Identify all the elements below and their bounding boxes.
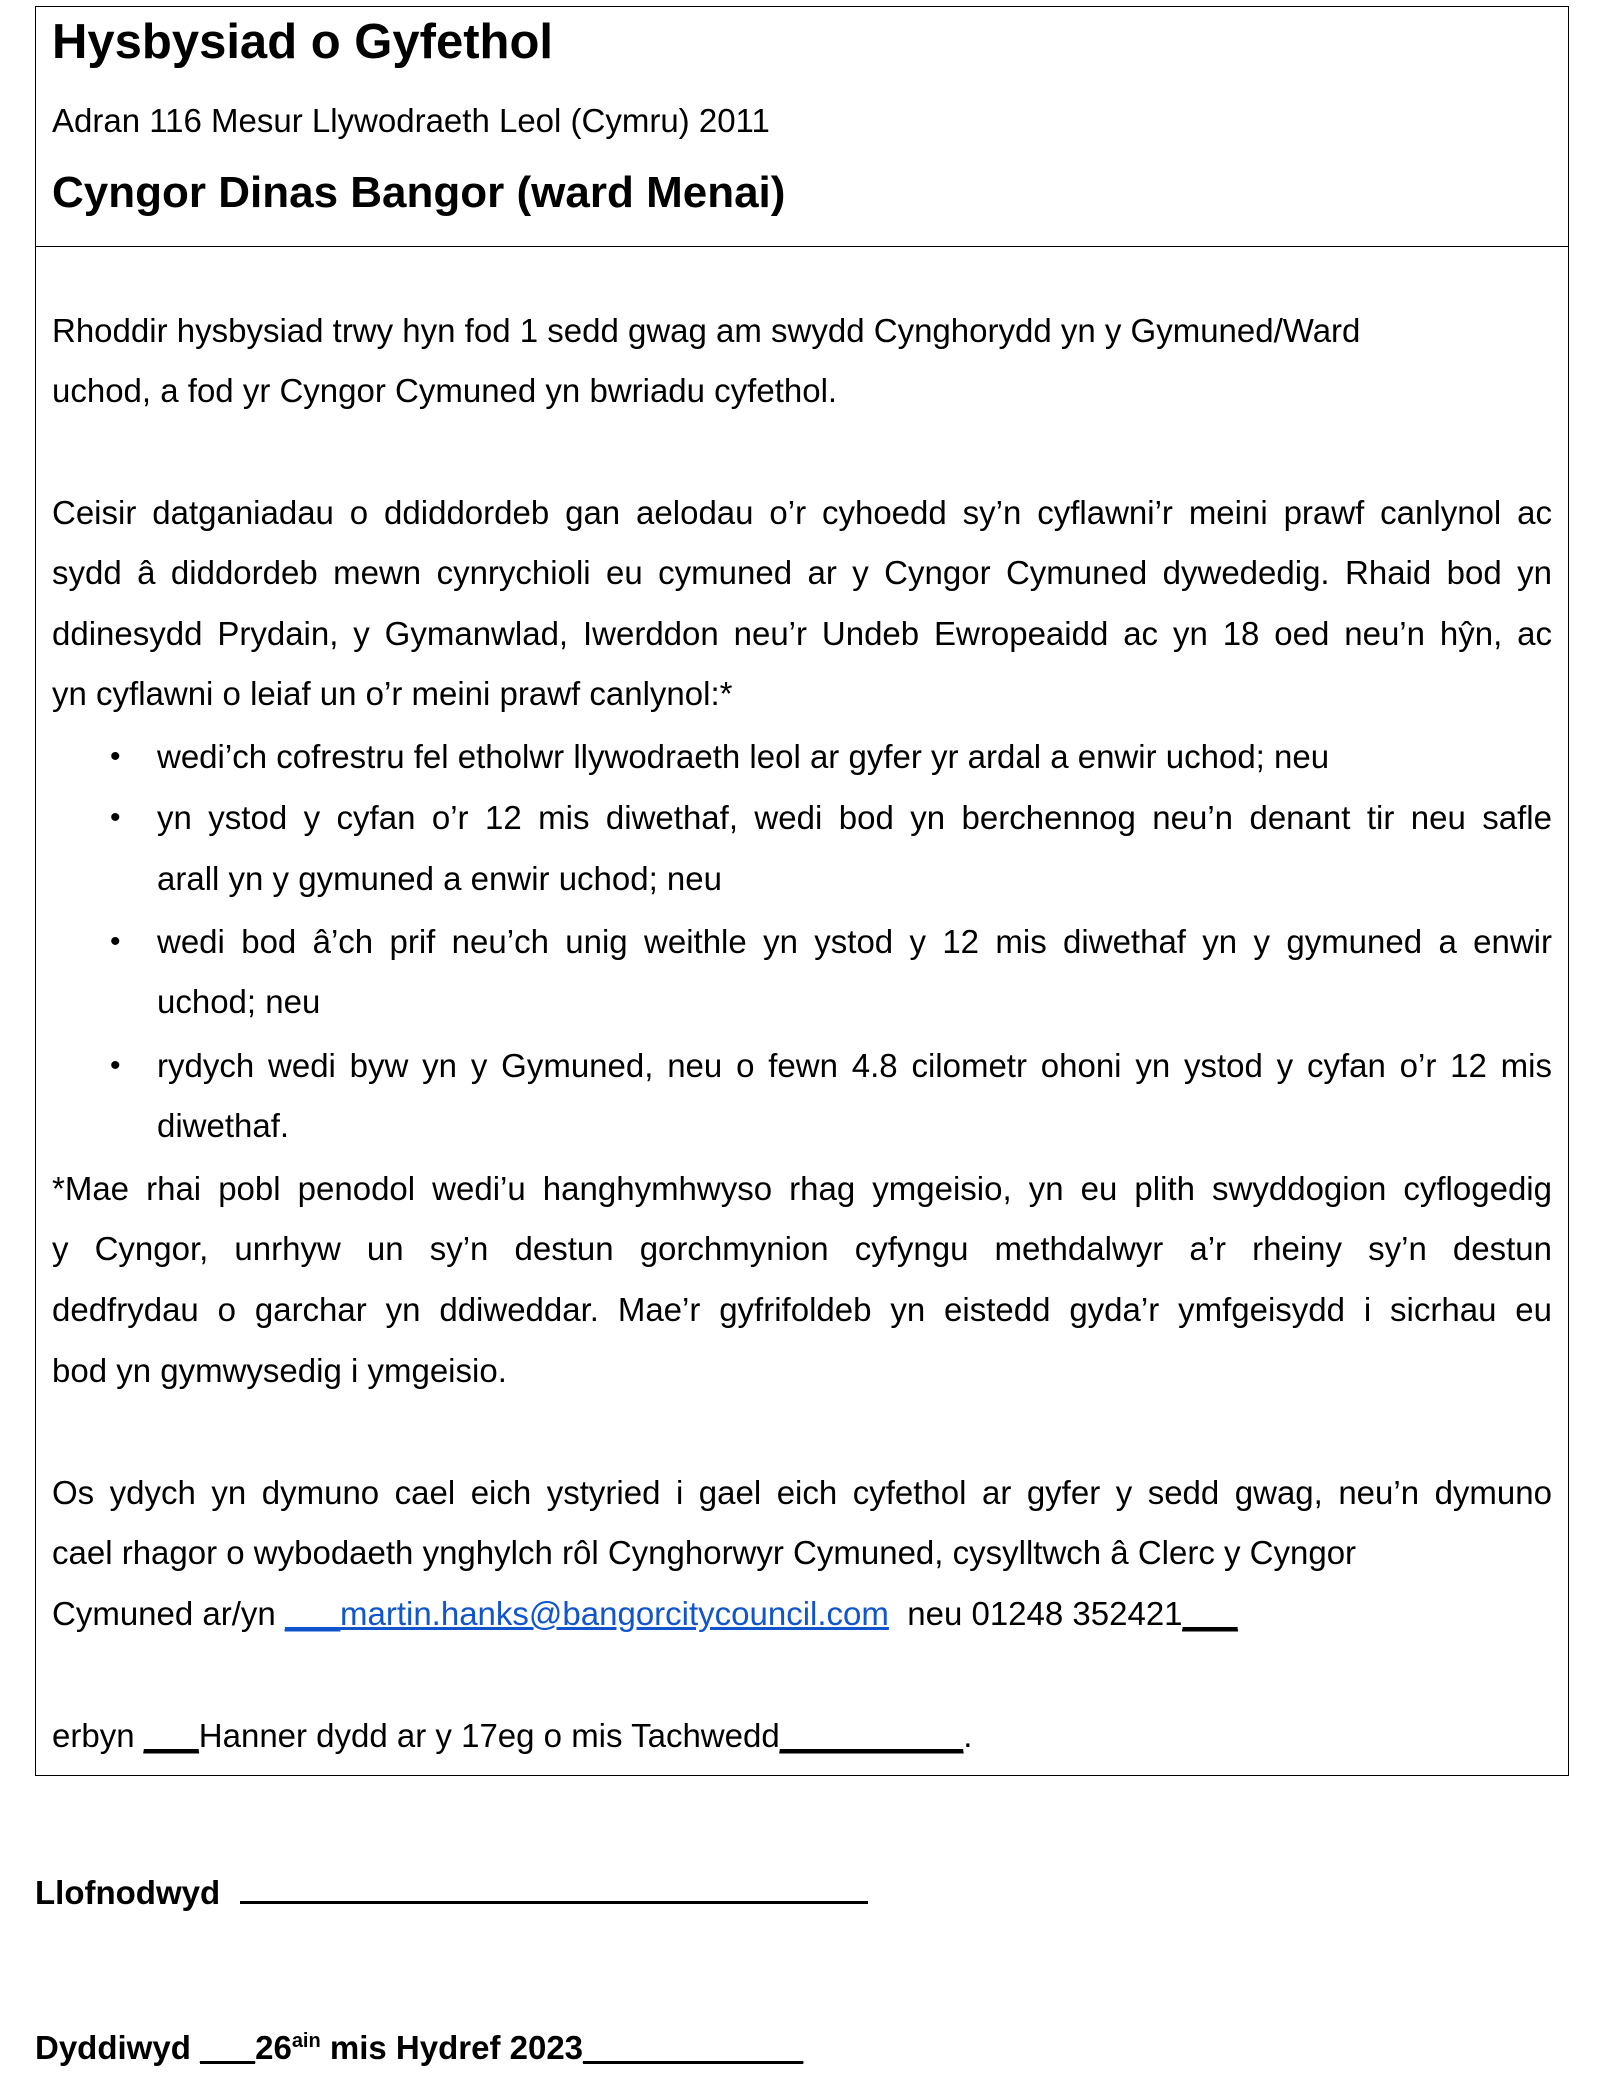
date-month-year: mis Hydref 2023 <box>320 2029 584 2066</box>
para1-line: uchod, a fod yr Cyngor Cymuned yn bwriadu cyfethol. <box>52 372 838 409</box>
contact-line: Os ydych yn dymuno cael eich ystyried i gael eich cyfethol ar gyfer y sedd gwag, neu’n dymuno <box>52 1474 1552 1511</box>
date-suffix: ain <box>291 2030 321 2052</box>
bullet-point: • <box>110 801 121 834</box>
bullet-point: • <box>110 740 121 773</box>
contact-line <box>52 1584 1238 1644</box>
deadline-line <box>52 1706 972 1766</box>
footnote-line: dedfrydau o garchar yn ddiweddar. Mae’r gyfrifoldeb yn eistedd gyda’r ymfgeisydd i sicrhau eu <box>52 1291 1552 1328</box>
deadline-text: Hanner dydd ar y 17eg o mis Tachwedd <box>198 1717 780 1754</box>
para2-line: Ceisir datganiadau o ddiddordeb gan aelodau o’r cyhoedd sy’n cyflawni’r meini prawf canlynol ac <box>52 494 1552 531</box>
legal-reference: Adran 116 Mesur Llywodraeth Leol (Cymru) 2011 <box>52 102 770 139</box>
footnote-line: *Mae rhai pobl penodol wedi’u hanghymhwyso rhag ymgeisio, yn eu plith swyddogion cyflogedig <box>52 1170 1552 1207</box>
phone-blank: ___ <box>1182 1595 1238 1632</box>
para1-line: Rhoddir hysbysiad trwy hyn fod 1 sedd gwag am swydd Cynghorydd yn y Gymuned/Ward <box>52 312 1361 349</box>
council-name: Cyngor Dinas Bangor (ward Menai) <box>52 168 786 217</box>
criteria-item: wedi’ch cofrestru fel etholwr llywodraeth leol ar gyfer yr ardal a enwir uchod; neu <box>157 738 1330 775</box>
criteria-item-continued: arall yn y gymuned a enwir uchod; neu <box>157 860 722 897</box>
criteria-item: yn ystod y cyfan o’r 12 mis diwethaf, wedi bod yn berchennog neu’n denant tir neu safle <box>157 799 1552 836</box>
bullet-point: • <box>110 1049 121 1082</box>
deadline-blank: ___ <box>143 1717 199 1754</box>
signature-line[interactable] <box>240 1873 868 1904</box>
clerk-email-link[interactable]: ___martin.hanks@bangorcitycouncil.com <box>284 1595 889 1632</box>
criteria-item: wedi bod â’ch prif neu’ch unig weithle yn ystod y 12 mis diwethaf yn y gymuned a enwir <box>157 923 1552 960</box>
dated-label: Dyddiwyd <box>35 2029 201 2066</box>
para2-line: ddinesydd Prydain, y Gymanwlad, Iwerddon neu’r Undeb Ewropeaidd ac yn 18 oed neu’n hŷn, ac <box>52 615 1552 652</box>
date-day: 26 <box>255 2029 292 2066</box>
deadline-prefix: erbyn <box>52 1717 144 1754</box>
footnote-line: y Cyngor, unrhyw un sy’n destun gorchmynion cyfyngu methdalwyr a’r rheiny sy’n destun <box>52 1230 1552 1267</box>
criteria-item: rydych wedi byw yn y Gymuned, neu o fewn 4.8 cilometr ohoni yn ystod y cyfan o’r 12 mis <box>157 1047 1552 1084</box>
notice-title: Hysbysiad o Gyfethol <box>52 15 554 69</box>
signed-label: Llofnodwyd <box>35 1874 221 1911</box>
bullet-point: • <box>110 925 121 958</box>
footnote-line: bod yn gymwysedig i ymgeisio. <box>52 1352 507 1389</box>
signature-row <box>35 1868 868 1918</box>
date-blank: ___ <box>200 2029 256 2066</box>
criteria-item-continued: uchod; neu <box>157 983 321 1020</box>
criteria-item-continued: diwethaf. <box>157 1107 290 1144</box>
phone-number: neu 01248 352421 <box>888 1595 1183 1632</box>
para2-line: sydd â diddordeb mewn cynrychioli eu cymuned ar y Cyngor Cymuned dywededig. Rhaid bod yn <box>52 554 1552 591</box>
date-blank: ____________ <box>583 2029 804 2066</box>
para2-line: yn cyflawni o leiaf un o’r meini prawf canlynol:* <box>52 675 733 712</box>
deadline-suffix: . <box>963 1717 973 1754</box>
contact-prefix: Cymuned ar/yn <box>52 1595 285 1632</box>
deadline-blank: __________ <box>779 1717 964 1754</box>
contact-line: cael rhagor o wybodaeth ynghylch rôl Cynghorwyr Cymuned, cysylltwch â Clerc y Cyngor <box>52 1534 1357 1571</box>
date-row <box>35 2016 803 2073</box>
